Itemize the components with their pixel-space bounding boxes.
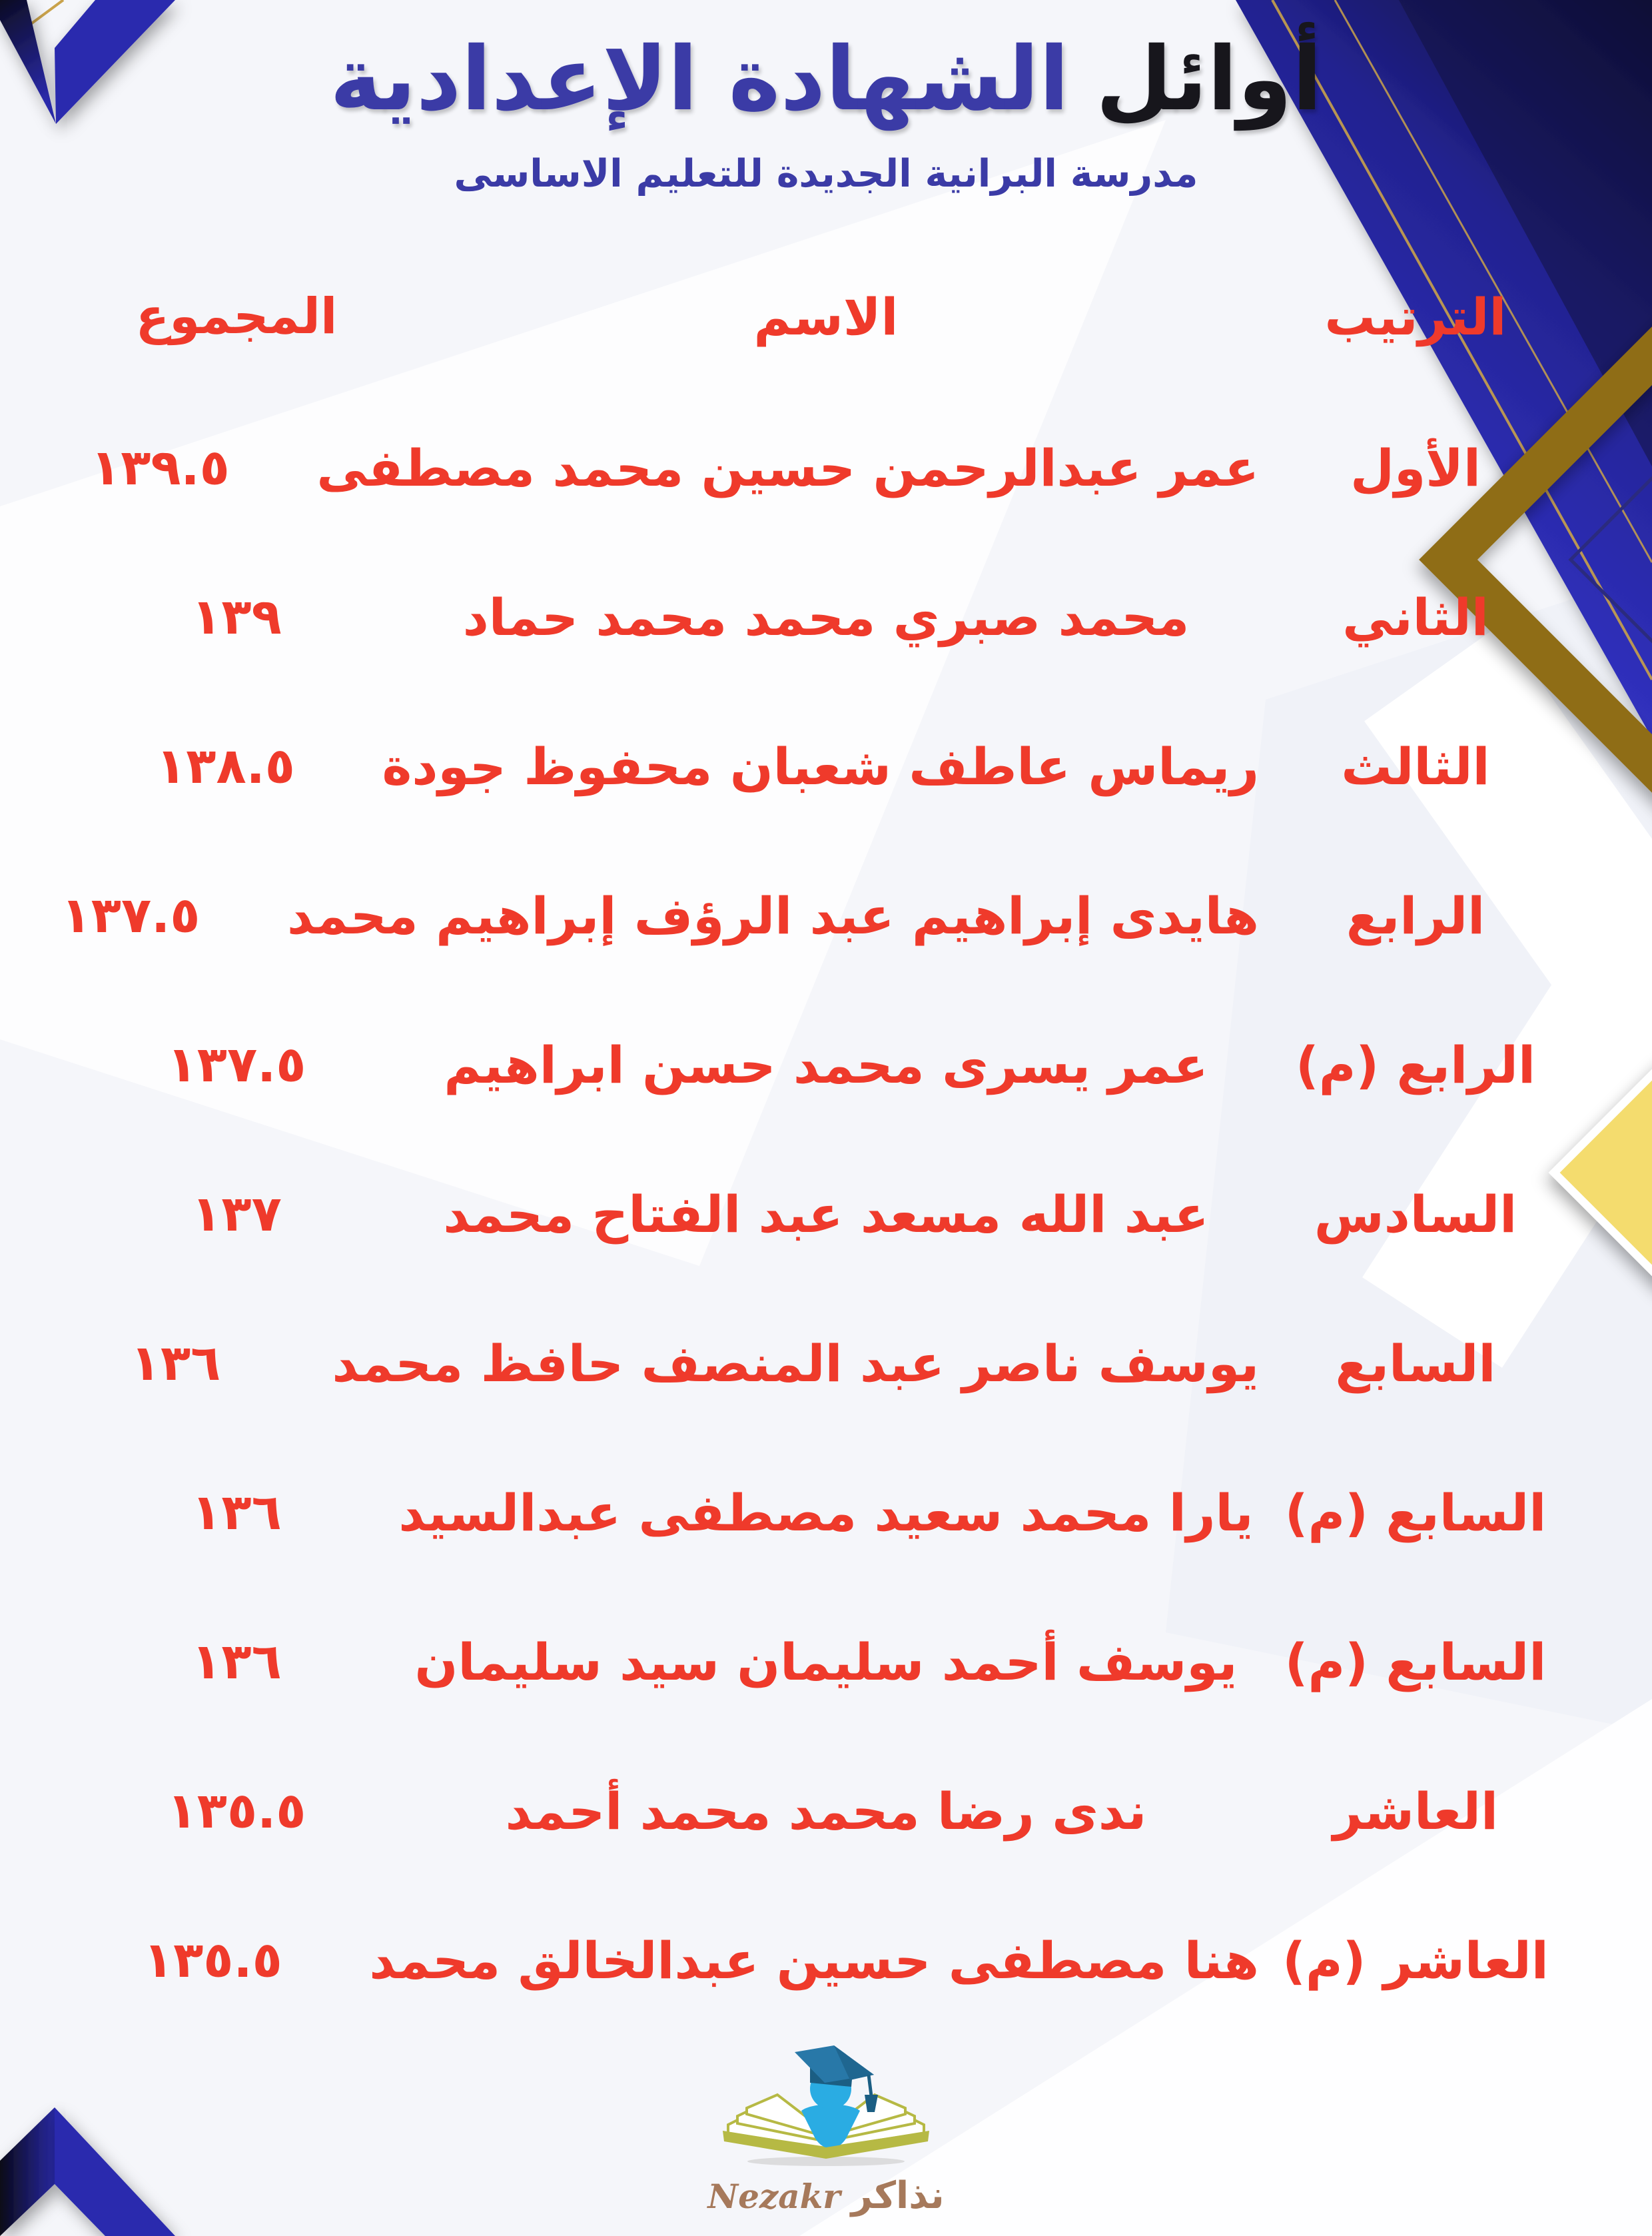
name-cell: يوسف أحمد سليمان سيد سليمان [414, 1632, 1238, 1692]
table-row [80, 542, 1572, 692]
rank-cell: السابع (م) [1284, 1482, 1547, 1542]
table-header-row [80, 267, 1572, 366]
rank-cell: الثاني [1342, 587, 1489, 647]
name-cell: محمد صبري محمد محمد حماد [462, 587, 1190, 647]
name-cell: ريماس عاطف شعبان محفوظ جودة [382, 736, 1259, 796]
total-cell: ١٣٦ [191, 1484, 282, 1541]
total-cell: ١٣٦ [130, 1335, 221, 1392]
cap-tassel-string [869, 2075, 871, 2096]
table-body [61, 393, 1572, 2035]
table-row [80, 1289, 1572, 1438]
logo-wordmark [707, 2174, 944, 2217]
results-table [61, 267, 1572, 2035]
total-cell: ١٣٥.٥ [167, 1782, 306, 1840]
total-cell: ١٣٧ [191, 1185, 282, 1243]
total-cell: ١٣٧.٥ [167, 1036, 306, 1093]
page-title [0, 20, 1652, 139]
name-cell: عمر عبدالرحمن حسين محمد مصطفى [316, 438, 1259, 498]
total-cell: ١٣٩ [191, 588, 282, 646]
rank-cell: الرابع (م) [1296, 1035, 1535, 1095]
table-row [80, 1886, 1572, 2035]
nezakr-logo [659, 2036, 993, 2173]
table-row [61, 841, 1572, 990]
rank-cell: الرابع [1346, 885, 1485, 945]
logo-latin-name: Nezakr [707, 2177, 841, 2216]
name-cell: عمر يسرى محمد حسن ابراهيم [444, 1035, 1208, 1095]
logo-arabic-name: نذاكر [851, 2174, 945, 2217]
school-name: مدرسة البرانية الجديدة للتعليم الاساسى [454, 152, 1198, 197]
total-cell: ١٣٩.٥ [91, 439, 230, 496]
rank-cell: الثالث [1341, 736, 1490, 796]
column-header-name: الاسم [753, 286, 899, 346]
footer [0, 2036, 1652, 2217]
title-word-awael: أوائل [1096, 28, 1322, 131]
rank-cell: الأول [1350, 438, 1481, 498]
total-cell: ١٣٥.٥ [143, 1932, 282, 1989]
name-cell: عبد الله مسعد عبد الفتاح محمد [443, 1184, 1209, 1244]
rank-cell: السادس [1314, 1184, 1517, 1244]
table-row [80, 1438, 1572, 1587]
table-row [80, 692, 1572, 841]
name-cell: يوسف ناصر عبد المنصف حافظ محمد [332, 1333, 1259, 1393]
rank-cell: العاشر [1332, 1781, 1499, 1841]
table-row [80, 393, 1572, 542]
rank-cell: العاشر (م) [1282, 1930, 1549, 1990]
table-row [80, 1736, 1572, 1886]
table-row [80, 1139, 1572, 1289]
name-cell: هايدى إبراهيم عبد الرؤف إبراهيم محمد [287, 885, 1259, 945]
total-cell: ١٣٨.٥ [156, 738, 295, 795]
total-cell: ١٣٦ [191, 1633, 282, 1690]
column-header-total: المجموع [135, 288, 338, 345]
name-cell: ندى رضا محمد محمد أحمد [505, 1781, 1147, 1841]
total-cell: ١٣٧.٥ [61, 887, 201, 944]
rank-cell: السابع [1335, 1333, 1496, 1393]
name-cell: هنا مصطفى حسين عبدالخالق محمد [369, 1930, 1259, 1990]
rank-cell: السابع (م) [1284, 1632, 1547, 1692]
title-words-certificate: الشهادة الإعدادية [330, 28, 1070, 131]
column-header-rank: الترتيب [1324, 286, 1507, 346]
header [0, 0, 1652, 196]
table-row [80, 1587, 1572, 1736]
name-cell: يارا محمد سعيد مصطفى عبدالسيد [398, 1482, 1254, 1542]
table-row [80, 990, 1572, 1139]
